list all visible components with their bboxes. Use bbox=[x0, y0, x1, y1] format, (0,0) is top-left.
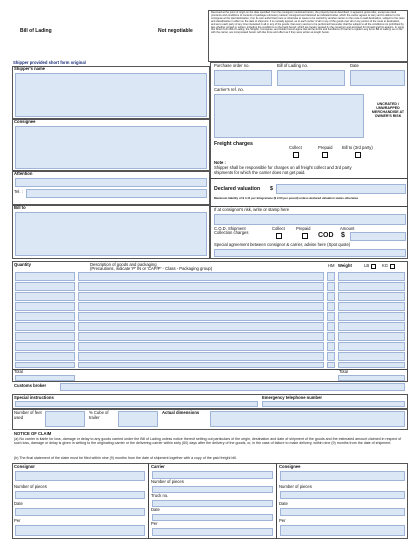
carrier-date-field[interactable] bbox=[152, 514, 273, 521]
terms-text: Received at the point of origin on the date specified, from the consignor mentioned herein, the property herein described, in apparent good order, except as noted (contents and conditions of contents of package unknown) marked, consigned and destined as indicated below, which the carrier agrees to carry and to deliver to the consignee at the said destination, if on its own authorized route or otherwise to cause to be carried by another carrier on the route to said destination, subject to the rates and classification in effect on the date of shipment. It is mutually agreed, as to each carrier of all or any of the goods over all or any portion of the route to destination, and as to each party of any time interested in all or any of the goods, that every service to be performed hereunder shall be subject to all the conditions not prohibited by law, whether printed or written, including the conditions on the back hereof, which are hereby agreed by the consignor and accepted for himself and his assigns. In using this Short Form Bill of Lading, the Shipper, Consignee, and Holder hereof agree that all the terms and conditions of Carrier's regular Long Form Bill of Lading, as on file with the carrier, are incorporated herein with like force and effect as if they were written at length herein. bbox=[211, 11, 405, 35]
special-agreement-field[interactable] bbox=[214, 249, 406, 257]
carrier-pieces-label: Number of pieces bbox=[151, 479, 184, 484]
quantity-cell[interactable] bbox=[15, 312, 75, 321]
description-cell[interactable] bbox=[78, 362, 324, 368]
consignee-label: Consignee bbox=[14, 119, 36, 124]
weight-cell[interactable] bbox=[338, 272, 405, 281]
consignee-field[interactable] bbox=[15, 126, 207, 169]
shipper-name-field[interactable] bbox=[15, 73, 207, 117]
page-title: Bill of Lading bbox=[20, 28, 52, 34]
weight-cell[interactable] bbox=[338, 332, 405, 341]
cod-amount-field[interactable] bbox=[350, 232, 406, 241]
description-cell[interactable] bbox=[78, 312, 324, 321]
carrier-sign-label: Carrier bbox=[151, 464, 165, 469]
freight-collect-label: Collect bbox=[289, 145, 302, 150]
cod-collect-checkbox[interactable] bbox=[276, 233, 282, 239]
carriers-ref-label: Carrier's ref. no. bbox=[214, 87, 244, 92]
quantity-cell[interactable] bbox=[15, 282, 75, 291]
consignor-risk-field[interactable] bbox=[214, 214, 406, 225]
consignor-sign-label: Consignor bbox=[14, 464, 35, 469]
consignee-pieces-label: Number of pieces bbox=[279, 484, 312, 489]
freight-charges-label: Freight charges bbox=[214, 141, 253, 147]
hm-cell[interactable] bbox=[327, 332, 335, 341]
description-header: Description of goods and packaging bbox=[90, 262, 157, 267]
consignee-sign-label: Consignee bbox=[279, 464, 301, 469]
cube-trailer-label: % Cube of trailer bbox=[89, 410, 109, 420]
hm-cell[interactable] bbox=[327, 302, 335, 311]
hm-column bbox=[327, 272, 335, 368]
shipper-name-label: Shipper's name bbox=[14, 66, 46, 71]
consignor-risk-label: If at consignor's risk, write or stamp here bbox=[214, 207, 290, 212]
customs-broker-field[interactable] bbox=[60, 383, 405, 391]
bill-to-label: Bill to bbox=[14, 205, 26, 210]
quantity-cell[interactable] bbox=[15, 342, 75, 351]
consignee-pieces-field[interactable] bbox=[280, 491, 405, 499]
emergency-phone-label: Emergency telephone number bbox=[262, 395, 323, 400]
tel-field[interactable] bbox=[26, 189, 207, 198]
number-of-feet-field[interactable] bbox=[45, 411, 85, 427]
weight-cell[interactable] bbox=[338, 342, 405, 351]
hm-header: HM bbox=[328, 263, 335, 268]
description-cell[interactable] bbox=[78, 292, 324, 301]
purchase-order-label: Purchase order no. bbox=[214, 63, 250, 68]
cod-label: COD bbox=[318, 232, 334, 239]
divider bbox=[210, 178, 408, 179]
total-quantity-field[interactable] bbox=[15, 375, 75, 381]
weight-header: Weight bbox=[338, 263, 352, 268]
carrier-per-field[interactable] bbox=[152, 528, 273, 536]
consignor-sign-field[interactable] bbox=[15, 471, 145, 481]
terms-box bbox=[208, 10, 408, 62]
consignee-per-label: Per bbox=[279, 518, 286, 523]
consignor-date-label: Date bbox=[14, 501, 23, 506]
hm-cell[interactable] bbox=[327, 322, 335, 331]
quantity-cell[interactable] bbox=[15, 352, 75, 361]
description-cell[interactable] bbox=[78, 322, 324, 331]
note-text: Shipper shall be responsible for charges on all freight collect and 3rd party shipments for which the carrier does not get paid. bbox=[214, 165, 352, 175]
purchase-order-field[interactable] bbox=[214, 70, 272, 86]
bill-of-lading-no-label: Bill of Lading no. bbox=[277, 63, 308, 68]
freight-bill-to-label: Bill to (3rd party) bbox=[342, 145, 373, 150]
consignee-date-field[interactable] bbox=[280, 508, 405, 516]
cod-collect-label: Collect bbox=[272, 226, 285, 231]
cod-prepaid-checkbox[interactable] bbox=[302, 233, 308, 239]
amount-label: Amount bbox=[340, 226, 355, 231]
freight-prepaid-checkbox[interactable] bbox=[322, 152, 328, 158]
lb-checkbox[interactable] bbox=[371, 264, 376, 269]
lb-label: LB bbox=[364, 263, 370, 268]
description-cell[interactable] bbox=[78, 302, 324, 311]
description-cell[interactable] bbox=[78, 342, 324, 351]
cod-shipment-label: C.O.D. Shipment bbox=[214, 226, 246, 231]
special-instructions-field[interactable] bbox=[15, 401, 258, 407]
notice-a-text: (a) No carrier is liable for loss, damage or delay to any goods carried under the Bill of Lading unless notice thereof setting out particulars of the origin, destination and date of shipment of the goods and the estimated amount claimed in respect of such loss, damage or delay is given in writing to the originating carrier or the delivering carrier within sixty (60) days after the delivery of the goods, or, in the case of failure to make delivery, within nine (9) months from the date of shipment. bbox=[14, 437, 402, 446]
quantity-column bbox=[15, 272, 75, 368]
hm-cell[interactable] bbox=[327, 352, 335, 361]
freight-prepaid-label: Prepaid bbox=[318, 145, 333, 150]
declared-valuation-field[interactable] bbox=[276, 184, 406, 194]
weight-cell[interactable] bbox=[338, 302, 405, 311]
consignee-date-label: Date bbox=[279, 501, 288, 506]
quantity-cell[interactable] bbox=[15, 362, 75, 368]
special-instructions-label: Special instructions bbox=[14, 395, 54, 400]
quantity-cell[interactable] bbox=[15, 292, 75, 301]
description-subheader: (Precautions, indicate 'P' IN or 'CAP/P' - Class - Packaging group) bbox=[90, 266, 213, 271]
uncrated-notice: UNCRATED / UNWRAPPED MERCHANDISE AT OWNER'S RISK bbox=[371, 102, 405, 118]
quantity-header: Quantity bbox=[14, 262, 31, 267]
weight-cell[interactable] bbox=[338, 292, 405, 301]
kg-checkbox[interactable] bbox=[390, 264, 395, 269]
total-right-label: Total bbox=[339, 369, 348, 374]
hm-cell[interactable] bbox=[327, 292, 335, 301]
consignor-per-field[interactable] bbox=[15, 525, 145, 536]
carriers-ref-field[interactable] bbox=[214, 94, 364, 138]
freight-collect-checkbox[interactable] bbox=[293, 152, 299, 158]
description-cell[interactable] bbox=[78, 332, 324, 341]
truck-no-field[interactable] bbox=[152, 500, 273, 507]
description-column bbox=[78, 272, 324, 368]
cube-trailer-field[interactable] bbox=[118, 411, 158, 427]
declared-valuation-label: Declared valuation bbox=[214, 186, 261, 192]
date-field[interactable] bbox=[350, 70, 405, 86]
total-divider bbox=[12, 369, 408, 370]
emergency-phone-field[interactable] bbox=[262, 401, 405, 407]
note-label: Note : bbox=[214, 160, 226, 165]
shipper-provided-label: Shipper provided short form original bbox=[13, 60, 86, 65]
quantity-cell[interactable] bbox=[15, 332, 75, 341]
date-label: Date bbox=[350, 63, 359, 68]
quantity-cell[interactable] bbox=[15, 272, 75, 281]
description-cell[interactable] bbox=[78, 282, 324, 291]
signature-divider bbox=[276, 463, 277, 539]
weight-cell[interactable] bbox=[338, 282, 405, 291]
bill-to-field[interactable] bbox=[15, 212, 207, 256]
special-agreement-label: Special agreement between consignor & carrier, advise here (Spot quote) bbox=[214, 242, 351, 247]
customs-broker-label: Customs broker bbox=[14, 383, 47, 388]
total-weight-field[interactable] bbox=[338, 375, 405, 381]
maximum-liability-text: Maximum liability of $ 4.41 per kilogramme ($ 2.00 per pound) unless declared valuation states otherwise bbox=[214, 196, 359, 200]
collection-charges-label: Collection charges bbox=[214, 230, 249, 235]
actual-dimensions-label: Actual dimensions bbox=[162, 410, 200, 415]
consignor-date-field[interactable] bbox=[15, 508, 145, 516]
truck-no-label: Truck no. bbox=[151, 493, 169, 498]
carrier-date-label: Date bbox=[151, 507, 160, 512]
weight-cell[interactable] bbox=[338, 362, 405, 368]
carrier-pieces-field[interactable] bbox=[152, 486, 273, 493]
weight-cell[interactable] bbox=[338, 352, 405, 361]
hm-cell[interactable] bbox=[327, 282, 335, 291]
number-of-feet-label: Number of feet used bbox=[14, 410, 42, 420]
kg-label: KG bbox=[382, 263, 389, 268]
weight-column bbox=[338, 272, 405, 368]
hm-cell[interactable] bbox=[327, 342, 335, 351]
weight-cell[interactable] bbox=[338, 322, 405, 331]
description-cell[interactable] bbox=[78, 272, 324, 281]
weight-cell[interactable] bbox=[338, 312, 405, 321]
consignor-per-label: Per bbox=[14, 518, 21, 523]
consignee-per-field[interactable] bbox=[280, 525, 405, 536]
notice-b-text: (b) The final statement of the claim must be filed within nine (9) months from the date of shipment together with a copy of the paid freight bill. bbox=[14, 456, 237, 460]
tel-label: Tel. : bbox=[14, 189, 23, 194]
signature-divider bbox=[148, 463, 149, 539]
quantity-cell[interactable] bbox=[15, 302, 75, 311]
quantity-cell[interactable] bbox=[15, 322, 75, 331]
bill-of-lading-no-field[interactable] bbox=[277, 70, 345, 86]
consignor-pieces-label: Number of pieces bbox=[14, 484, 47, 489]
carrier-per-label: Per bbox=[151, 521, 158, 526]
notice-of-claim-heading: NOTICE OF CLAIM bbox=[14, 431, 52, 436]
hm-cell[interactable] bbox=[327, 312, 335, 321]
actual-dimensions-field[interactable] bbox=[210, 411, 405, 427]
declared-dollar-sign: $ bbox=[270, 186, 273, 192]
hm-cell[interactable] bbox=[327, 362, 335, 368]
attention-field[interactable] bbox=[15, 178, 207, 187]
cod-prepaid-label: Prepaid bbox=[296, 226, 311, 231]
consignor-pieces-field[interactable] bbox=[15, 491, 145, 499]
hm-cell[interactable] bbox=[327, 272, 335, 281]
attention-label: Attention bbox=[14, 171, 33, 176]
not-negotiable-label: Not negotiable bbox=[158, 28, 193, 34]
freight-bill-to-checkbox[interactable] bbox=[355, 152, 361, 158]
total-left-label: Total bbox=[14, 369, 23, 374]
description-cell[interactable] bbox=[78, 352, 324, 361]
attention-section bbox=[12, 171, 210, 205]
consignee-sign-field[interactable] bbox=[280, 471, 405, 481]
cod-dollar-sign: $ bbox=[341, 232, 345, 239]
carrier-sign-field[interactable] bbox=[152, 471, 273, 479]
